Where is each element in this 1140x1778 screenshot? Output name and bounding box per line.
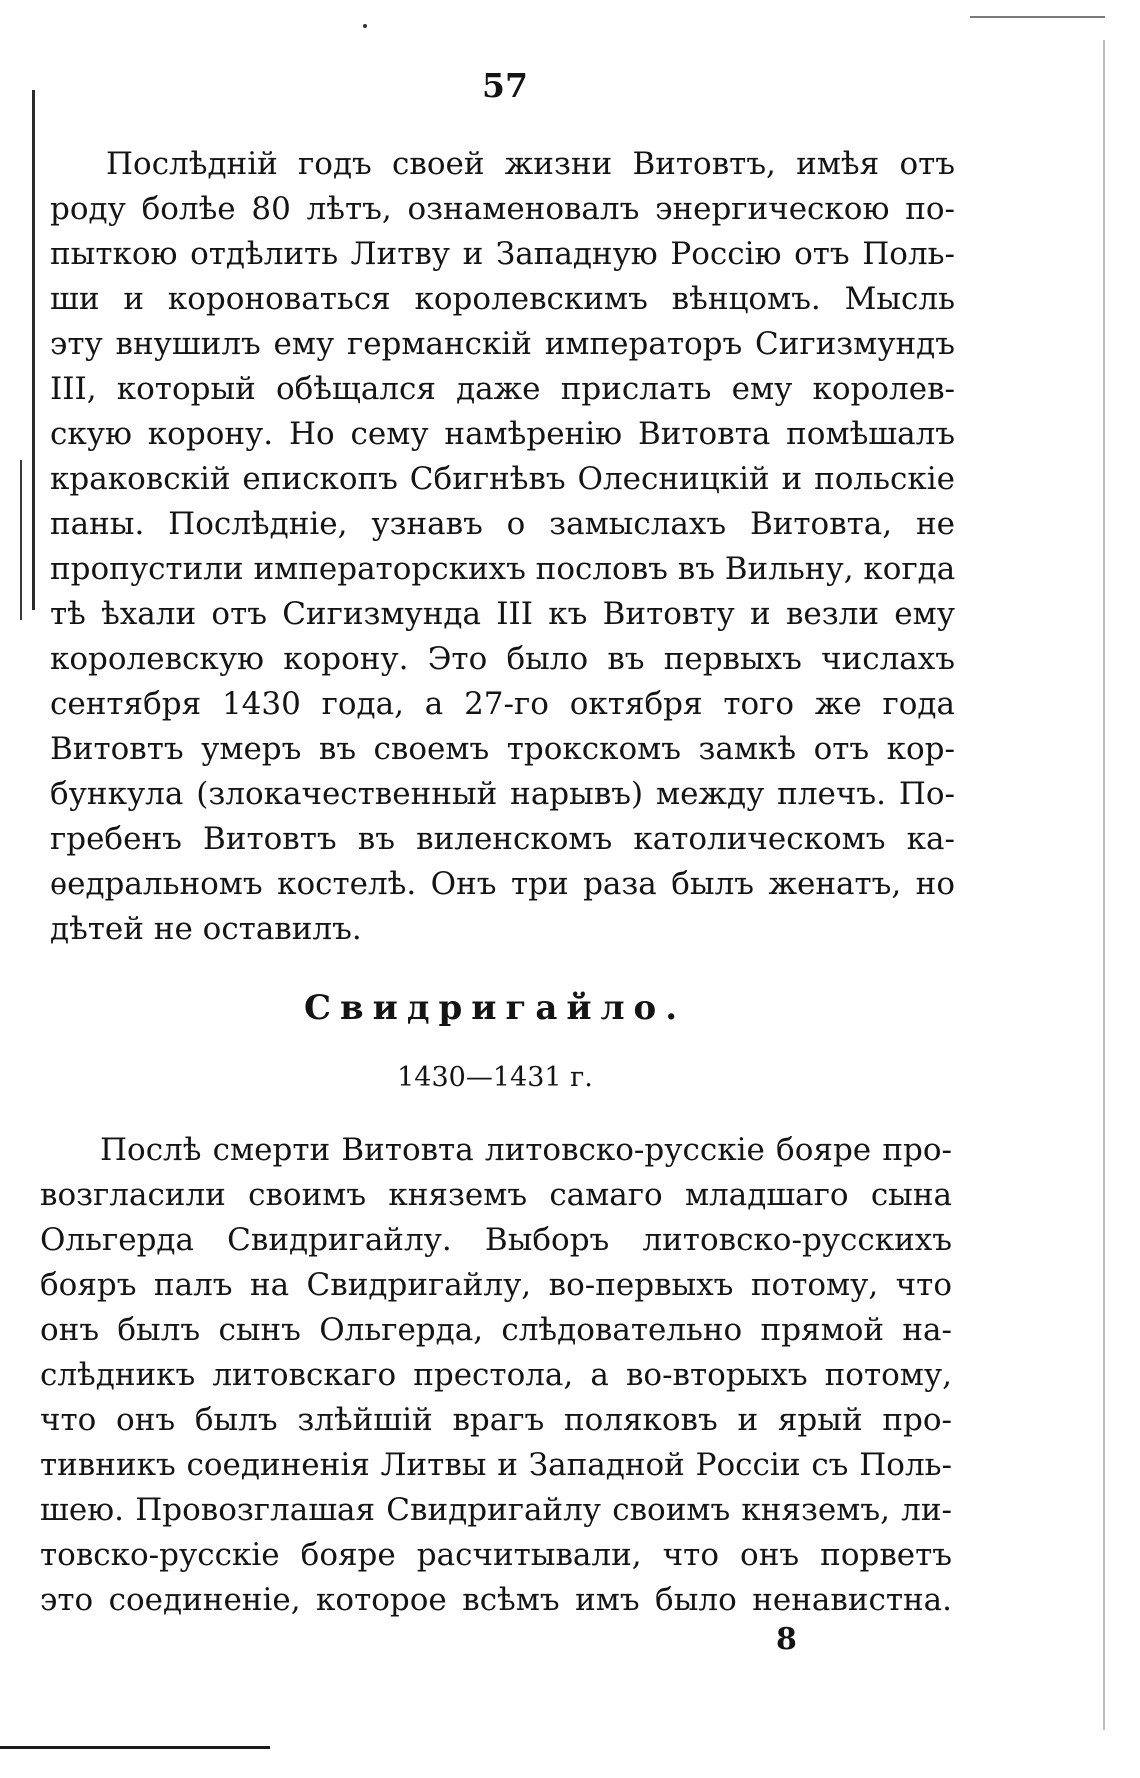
text-line: шею. Провозглашая Свидригайлу своимъ княземъ, ли- bbox=[40, 1492, 952, 1528]
text-line: дѣтей не оставилъ. bbox=[50, 911, 362, 947]
text-line: ѳедральномъ костелѣ. Онъ три раза былъ женатъ, но bbox=[50, 866, 955, 902]
text-line: возгласили своимъ княземъ самаго младшаго сына bbox=[40, 1177, 952, 1213]
scan-speck bbox=[363, 24, 367, 28]
text-line: III, который обѣщался даже прислать ему королев- bbox=[50, 371, 955, 407]
page-number: 57 bbox=[482, 66, 528, 105]
text-line: онъ былъ сынъ Ольгерда, слѣдовательно прямой на- bbox=[40, 1312, 952, 1348]
section-title: Свидригайло. bbox=[303, 988, 687, 1028]
text-line: пыткою отдѣлить Литву и Западную Россію отъ Поль- bbox=[50, 236, 955, 272]
text-line: Послѣ смерти Витовта литовско-русскіе бояре про- bbox=[100, 1132, 952, 1168]
text-line: тивникъ соединенія Литвы и Западной Россіи съ Поль- bbox=[40, 1447, 952, 1483]
text-line: скую корону. Но сему намѣренію Витовта помѣшалъ bbox=[50, 416, 955, 452]
text-line: сентября 1430 года, а 27-го октября того же года bbox=[50, 686, 955, 722]
text-line: Ольгерда Свидригайлу. Выборъ литовско-русскихъ bbox=[40, 1222, 952, 1258]
text-line: это соединеніе, которое всѣмъ имъ было ненавистна. bbox=[40, 1582, 952, 1618]
text-line: что онъ былъ злѣйшій врагъ поляковъ и ярый про- bbox=[40, 1402, 952, 1438]
text-line: Послѣдній годъ своей жизни Витовтъ, имѣя отъ bbox=[106, 146, 955, 182]
text-line: пропустили императорскихъ пословъ въ Вильну, когда bbox=[50, 551, 956, 587]
section-years: 1430—1431 г. bbox=[397, 1062, 593, 1093]
text-line: ши и короноваться королевскимъ вѣнцомъ. Мысль bbox=[50, 281, 955, 317]
text-line: краковскій епископъ Сбигнѣвъ Олесницкій и польскіе bbox=[50, 461, 955, 497]
text-line: гребенъ Витовтъ въ виленскомъ католическомъ ка- bbox=[50, 821, 955, 857]
text-line: тѣ ѣхали отъ Сигизмунда III къ Витовту и везли ему bbox=[50, 596, 955, 632]
text-line: бояръ палъ на Свидригайлу, во-первыхъ потому, что bbox=[40, 1267, 952, 1303]
text-line: товско-русскіе бояре расчитывали, что онъ порветъ bbox=[40, 1537, 952, 1573]
text-line: бункула (злокачественный нарывъ) между плечъ. По- bbox=[50, 776, 955, 812]
paragraph-vitovt bbox=[50, 142, 955, 952]
text-line: паны. Послѣдніе, узнавъ о замыслахъ Витовта, не bbox=[50, 506, 955, 542]
text-line: королевскую корону. Это было въ первыхъ числахъ bbox=[50, 641, 955, 677]
signature-mark: 8 bbox=[776, 1622, 797, 1657]
scan-edge-bottom bbox=[0, 1746, 270, 1749]
text-line: роду болѣе 80 лѣтъ, ознаменовалъ энергическою по- bbox=[50, 191, 955, 227]
text-line: слѣдникъ литовскаго престола, а во-вторыхъ потому, bbox=[40, 1357, 952, 1393]
scan-edge-right bbox=[1103, 40, 1105, 1730]
scan-edge-left bbox=[32, 90, 35, 610]
text-line: Витовтъ умеръ въ своемъ трокскомъ замкѣ отъ кор- bbox=[50, 731, 955, 767]
text-line: эту внушилъ ему германскій императоръ Сигизмундъ bbox=[50, 326, 955, 362]
paragraph-svidrigailo bbox=[40, 1128, 952, 1623]
scan-edge-left-secondary bbox=[20, 460, 22, 620]
scan-edge-top bbox=[970, 16, 1105, 18]
